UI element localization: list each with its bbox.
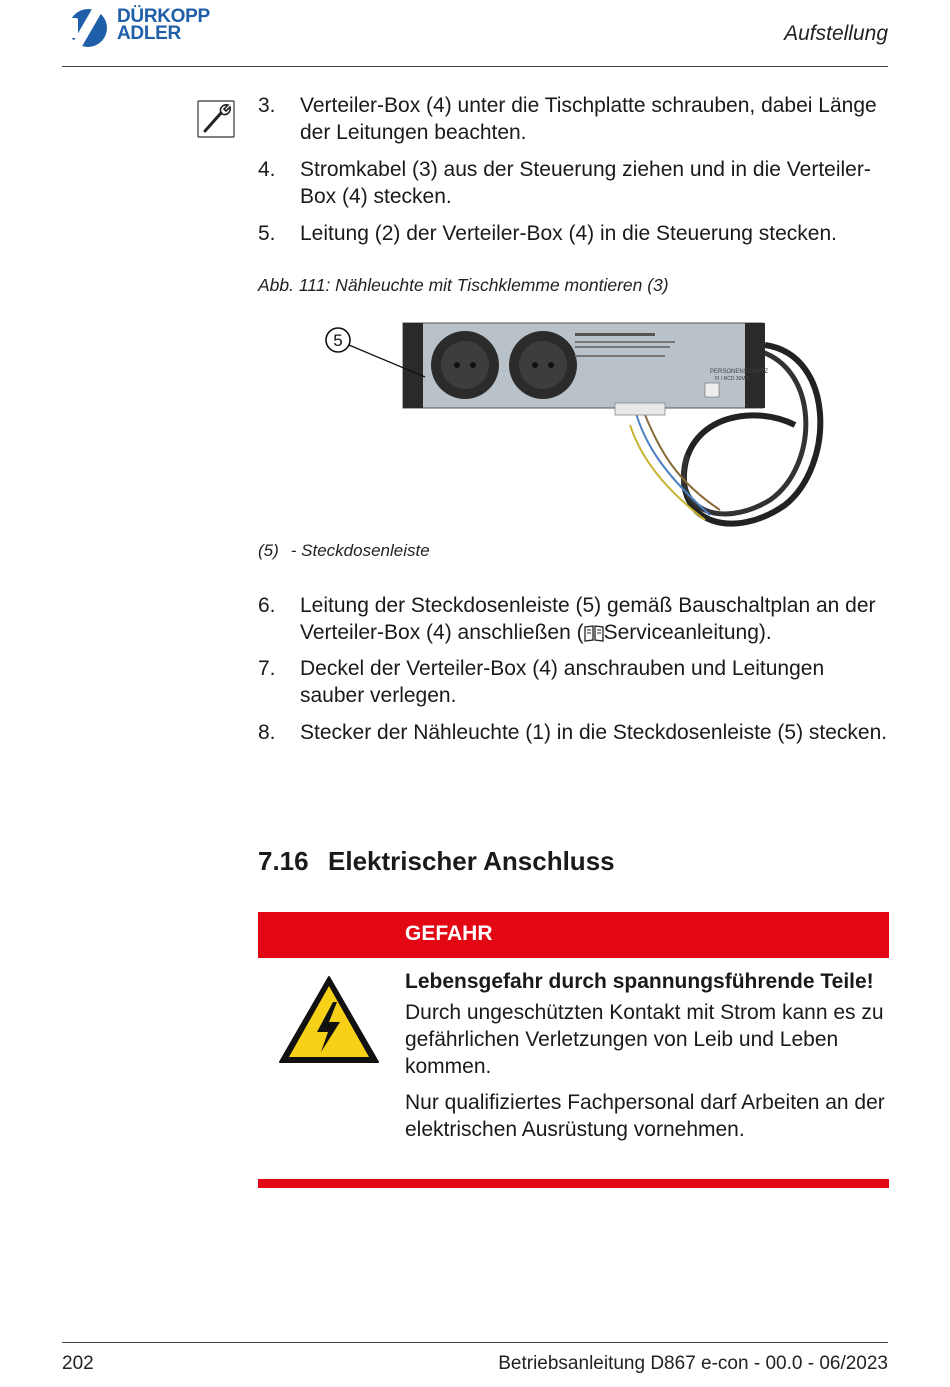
figure-legend: (5) - Steckdosenleiste [258,541,430,560]
danger-bottom-rule [258,1179,889,1188]
power-strip-figure [315,315,835,540]
danger-text: Nur qualifiziertes Fachpersonal darf Arbeiten an der elektrischen Ausrüstung vornehmen. [405,1091,885,1141]
list-item: 5. Leitung (2) der Verteiler-Box (4) in die Steuerung stecken. [258,222,837,245]
page-number: 202 [62,1353,94,1374]
header-section-title: Aufstellung [784,22,888,45]
list-item: 6. Leitung der Steckdosenleiste (5) gemäß Bauschaltplan an der Verteiler-Box (4) anschließen ( Serviceanleitung). [258,594,876,644]
strip-label-sub: FI / RCD 30MA [715,376,749,382]
list-item: 4. Stromkabel (3) aus der Steuerung ziehen und in die Verteiler-Box (4) stecken. [258,158,871,208]
callout-number: 5 [333,331,343,350]
figure-caption: Abb. 111: Nähleuchte mit Tischklemme montieren (3) [258,275,669,295]
footer-divider [62,1342,888,1343]
header-divider [62,66,888,67]
danger-label: GEFAHR [405,922,493,945]
list-item: 8. Stecker der Nähleuchte (1) in die Steckdosenleiste (5) stecken. [258,721,888,744]
danger-title: Lebensgefahr durch spannungsführende Teile! [405,970,874,993]
list-item: 7. Deckel der Verteiler-Box (4) anschrauben und Leitungen sauber verlegen. [258,657,825,707]
danger-header [258,912,889,958]
danger-body [405,968,890,1143]
strip-label-title: PERSONENSCHUTZ [710,369,769,375]
high-voltage-warning-icon [277,974,381,1066]
brand-name: DÜRKOPP ADLER [117,6,210,44]
book-icon [584,624,604,642]
list-item: 3. Verteiler-Box (4) unter die Tischplatte schrauben, dabei Länge der Leitungen beachten. [258,94,877,144]
document-title: Betriebsanleitung D867 e-con - 00.0 - 06/2023 [498,1353,888,1374]
danger-text: Durch ungeschützten Kontakt mit Strom kann es zu gefährlichen Verletzungen von Leib und Leben kommen. [405,1001,884,1078]
section-heading: 7.16 Elektrischer Anschluss [258,846,615,876]
wrench-icon [197,100,235,138]
